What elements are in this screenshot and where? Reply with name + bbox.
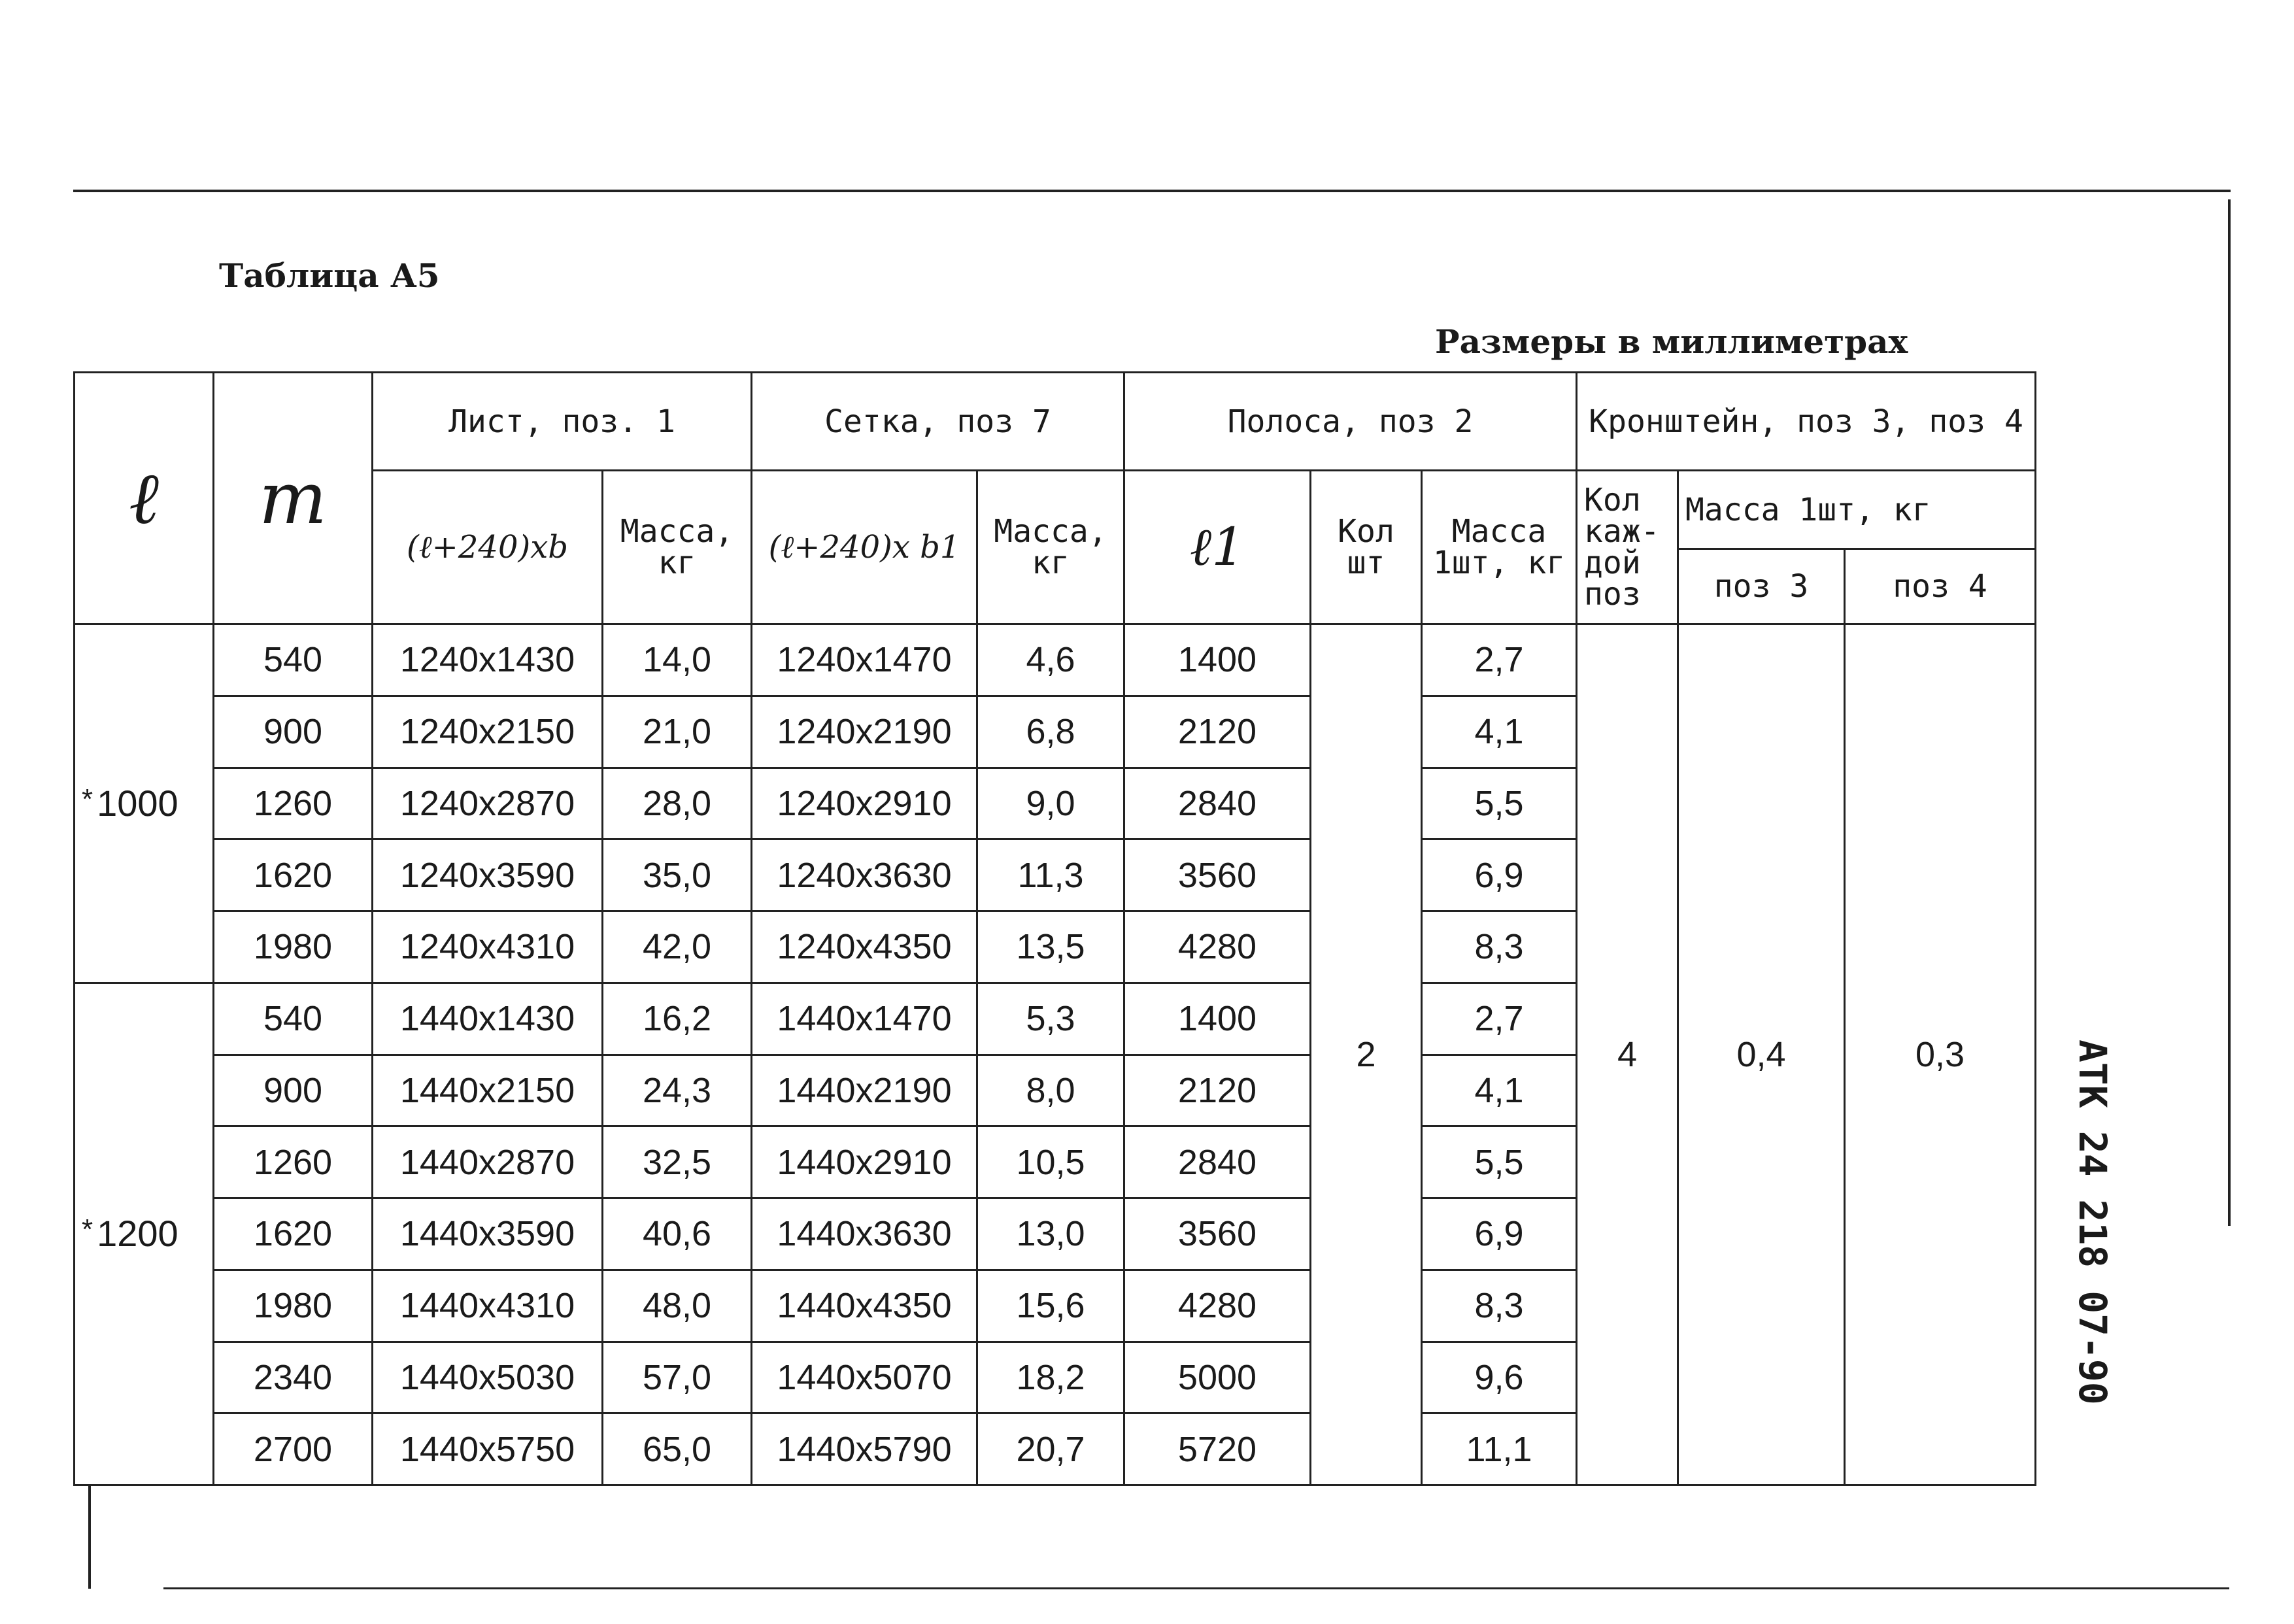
header-bracket-qty: Кол каж-дой поз [1577,471,1678,624]
cell-mesh-mass: 13,0 [977,1198,1124,1270]
cell-list-mass: 42,0 [603,911,752,983]
cell-bracket-qty: 4 [1577,624,1678,1485]
cell-list-size: 1440x1430 [373,983,603,1055]
cell-list-size: 1440x2150 [373,1055,603,1126]
cell-mesh-mass: 9,0 [977,768,1124,839]
cell-strip-mass: 8,3 [1422,1270,1577,1342]
header-strip-l1: ℓ1 [1124,471,1311,624]
cell-list-size: 1240x3590 [373,839,603,911]
cell-l1: 5720 [1124,1413,1311,1485]
cell-m: 1260 [214,1126,373,1198]
header-bracket-pos4: поз 4 [1845,549,2036,624]
cell-pos3-mass: 0,4 [1678,624,1845,1485]
cell-strip-mass: 9,6 [1422,1342,1577,1413]
cell-strip-mass: 2,7 [1422,983,1577,1055]
cell-mesh-size: 1440x5070 [752,1342,977,1413]
units-note: Размеры в миллиметрах [1435,322,1908,361]
header-list-size: (ℓ+240)xb [373,471,603,624]
cell-m: 1620 [214,1198,373,1270]
cell-list-mass: 21,0 [603,696,752,768]
cell-pos4-mass: 0,3 [1845,624,2036,1485]
cell-list-mass: 28,0 [603,768,752,839]
header-bracket-pos3: поз 3 [1678,549,1845,624]
cell-mesh-mass: 11,3 [977,839,1124,911]
cell-list-size: 1240x2150 [373,696,603,768]
cell-list-size: 1240x1430 [373,624,603,696]
cell-m: 900 [214,1055,373,1126]
cell-list-mass: 57,0 [603,1342,752,1413]
cell-mesh-mass: 10,5 [977,1126,1124,1198]
cell-l1: 1400 [1124,983,1311,1055]
header-mesh-size: (ℓ+240)x b1 [752,471,977,624]
cell-m: 2700 [214,1413,373,1485]
cell-list-size: 1440x2870 [373,1126,603,1198]
frame-left-line [88,1484,91,1589]
spec-table-container [73,371,2034,1486]
frame-bottom-line [163,1587,2229,1589]
cell-strip-mass: 5,5 [1422,768,1577,839]
cell-strip-mass: 6,9 [1422,1198,1577,1270]
cell-l1: 3560 [1124,1198,1311,1270]
cell-m: 1980 [214,911,373,983]
cell-list-mass: 14,0 [603,624,752,696]
header-mesh-group: Сетка, поз 7 [752,373,1124,471]
cell-mesh-size: 1440x3630 [752,1198,977,1270]
cell-l1: 2840 [1124,768,1311,839]
cell-m: 1980 [214,1270,373,1342]
cell-mesh-size: 1440x2190 [752,1055,977,1126]
footnote-star: * [82,1213,93,1246]
cell-mesh-mass: 4,6 [977,624,1124,696]
group-l-value: 1000 [97,782,178,824]
cell-mesh-mass: 15,6 [977,1270,1124,1342]
header-l: ℓ [75,373,214,624]
frame-right-line [2228,199,2231,1226]
cell-list-size: 1440x5750 [373,1413,603,1485]
cell-list-mass: 65,0 [603,1413,752,1485]
cell-mesh-size: 1440x5790 [752,1413,977,1485]
cell-strip-mass: 4,1 [1422,696,1577,768]
cell-mesh-size: 1440x2910 [752,1126,977,1198]
cell-list-mass: 48,0 [603,1270,752,1342]
cell-l1: 3560 [1124,839,1311,911]
cell-strip-mass: 2,7 [1422,624,1577,696]
cell-list-mass: 24,3 [603,1055,752,1126]
cell-m: 1620 [214,839,373,911]
group-l-1200 [75,983,214,1485]
cell-l1: 4280 [1124,911,1311,983]
cell-list-size: 1440x4310 [373,1270,603,1342]
header-mesh-mass: Масса, кг [977,471,1124,624]
cell-mesh-mass: 8,0 [977,1055,1124,1126]
cell-mesh-mass: 13,5 [977,911,1124,983]
cell-mesh-mass: 6,8 [977,696,1124,768]
cell-list-mass: 16,2 [603,983,752,1055]
cell-l1: 1400 [1124,624,1311,696]
cell-mesh-size: 1240x3630 [752,839,977,911]
cell-mesh-size: 1240x1470 [752,624,977,696]
cell-mesh-size: 1240x2190 [752,696,977,768]
cell-list-size: 1240x2870 [373,768,603,839]
cell-l1: 2120 [1124,696,1311,768]
cell-mesh-mass: 5,3 [977,983,1124,1055]
document-code: АТК 24 218 07-90 [2070,1040,2115,1405]
group-l-value: 1200 [97,1213,178,1255]
cell-list-size: 1440x5030 [373,1342,603,1413]
cell-strip-mass: 11,1 [1422,1413,1577,1485]
cell-mesh-size: 1440x4350 [752,1270,977,1342]
header-list-mass: Масса, кг [603,471,752,624]
cell-mesh-size: 1440x1470 [752,983,977,1055]
cell-m: 900 [214,696,373,768]
header-m: m [214,373,373,624]
group-l-1000 [75,624,214,983]
header-bracket-mass: Масса 1шт, кг [1678,471,2036,549]
cell-list-mass: 35,0 [603,839,752,911]
cell-strip-mass: 4,1 [1422,1055,1577,1126]
cell-list-size: 1240x4310 [373,911,603,983]
cell-l1: 2120 [1124,1055,1311,1126]
cell-m: 2340 [214,1342,373,1413]
footnote-star: * [82,783,93,815]
cell-m: 540 [214,983,373,1055]
header-list-group: Лист, поз. 1 [373,373,752,471]
spec-table [73,371,2036,1486]
cell-list-size: 1440x3590 [373,1198,603,1270]
header-bracket-group: Кронштейн, поз 3, поз 4 [1577,373,2036,471]
cell-mesh-mass: 20,7 [977,1413,1124,1485]
table-title: Таблица А5 [219,256,440,295]
cell-strip-mass: 6,9 [1422,839,1577,911]
cell-strip-qty: 2 [1311,624,1422,1485]
cell-mesh-size: 1240x2910 [752,768,977,839]
cell-strip-mass: 5,5 [1422,1126,1577,1198]
cell-l1: 5000 [1124,1342,1311,1413]
cell-m: 1260 [214,768,373,839]
cell-strip-mass: 8,3 [1422,911,1577,983]
cell-mesh-mass: 18,2 [977,1342,1124,1413]
cell-l1: 2840 [1124,1126,1311,1198]
frame-top-line [73,190,2231,192]
header-strip-mass: Масса 1шт, кг [1422,471,1577,624]
cell-list-mass: 40,6 [603,1198,752,1270]
cell-l1: 4280 [1124,1270,1311,1342]
cell-m: 540 [214,624,373,696]
header-strip-group: Полоса, поз 2 [1124,373,1577,471]
cell-list-mass: 32,5 [603,1126,752,1198]
cell-mesh-size: 1240x4350 [752,911,977,983]
header-strip-qty: Кол шт [1311,471,1422,624]
